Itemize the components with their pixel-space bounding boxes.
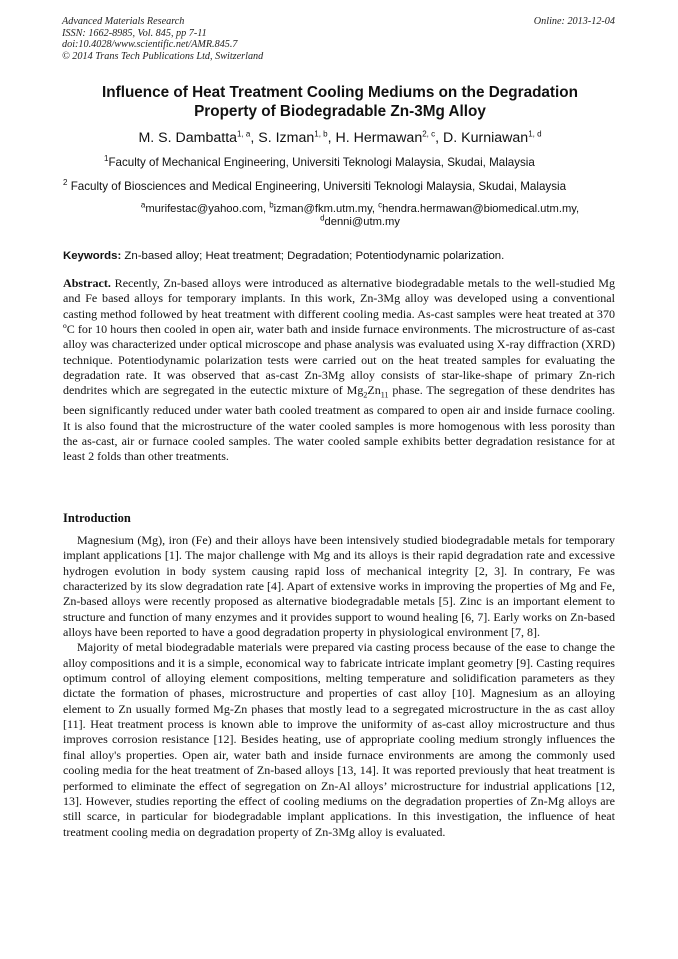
author-sup: 1, d xyxy=(528,129,542,139)
email-sup: a xyxy=(140,200,146,210)
abstract-text: phase. The segregation of these dendrites has been significantly reduced under water bath cooled treatment as compared to open air and inside furnace cooling. It is also found that the microstructure of the water cooled samples is more homogenous with less porosity than the as-cast, air or furnace cooled samples. The water cooled sample exhibits better degradation resistance for at least 2 folds than other treatments. xyxy=(63,383,615,464)
author: M. S. Dambatta xyxy=(138,130,238,146)
paper-title xyxy=(60,83,620,121)
abstract-text: Recently, Zn-based alloys were introduced as alternative biodegradable metals to the well-studied Mg and Fe based alloys for temporary implants. In this work, Zn-3Mg alloy was developed using a conventional casting method followed by heat treatment with different cooling media. As-cast samples were heat treated at 370 ºC for 10 hours then cooled in open air, water bath and inside furnace environments. The microstructure of as-cast alloy was characterized under optical microscope and phase analysis was evaluated using X-ray diffraction (XRD) technique. Potentiodynamic polarization tests were carried out on the heat treated samples for evaluating the degradation rate. It was observed that as-cast Zn-3Mg alloy consists of star-like-shape of primary Zn-rich dendrites which are segregated in the eutectic mixture of Mg xyxy=(63,276,615,398)
paragraph: Magnesium (Mg), iron (Fe) and their alloys have been intensively studied biodegradable metals for temporary implant applications [1]. The major challenge with Mg and its alloys is their rapid degradation rate and excessive hydrogen evolution in body system causing rapid loss of mechanical integrity [2, 3]. In contrary, Fe was characterized by its slow degradation rate [4]. Apart of extensive works in improving the properties of Mg and Fe, Zn-based alloys were recently proposed as alternative biodegradable metals [5]. Zinc is an important element to structure and function of many enzymes and it provides support to wound healing [6, 7]. Early works on Zn-based alloys have been reported to have a good degradation property in physiological environment [7, 8]. xyxy=(63,533,615,640)
affiliation-text: Faculty of Mechanical Engineering, Universiti Teknologi Malaysia, Skudai, Malaysia xyxy=(108,156,535,169)
paragraph: Majority of metal biodegradable materials were prepared via casting process because of the ease to change the alloy compositions and it is a simple, economical way to fabricate intricate implant geometry [9]. Casting requires optimum control of alloying element compositions, melting temperature and solidification parameters as they dictate the formation of phases, microstructure and properties of cast alloy [10]. Magnesium as an alloying element to Zn usually formed Mg-Zn phases that mostly lead to a segregated microstructure in the as cast alloy [11]. Heat treatment process is known able to improve the uniformity of as-cast alloy microstructure and thus improves corrosion resistance [12]. Besides heating, use of appropriate cooling medium strongly influences the final alloy's properties. Open air, water bath and inside furnace environments are among the commonly used cooling media for the heat treatment of Zn-based alloys [13, 14]. It was reported previously that heat treatment is performed to eliminate the effect of segregation on Zn-Al alloys’ microstructure for industrial applications [12, 13]. However, studies reporting the effect of cooling mediums on the degradation properties of Zn-Mg alloys are still scarce, in particular for biodegradable implant applications. In this investigation, the influence of heat treatment cooling media on degradation property of Zn-3Mg alloy is evaluated. xyxy=(63,640,615,839)
affiliation-2 xyxy=(63,180,566,193)
email-b[interactable]: izman@fkm.utm.my, xyxy=(273,203,379,215)
affiliation-sup: 2 xyxy=(63,178,68,188)
email-sup: d xyxy=(320,213,325,223)
email-d[interactable]: denni@utm.my xyxy=(324,216,400,228)
affiliation-1 xyxy=(104,156,535,169)
keywords-text: Zn-based alloy; Heat treatment; Degradation; Potentiodynamic polarization. xyxy=(121,250,505,262)
author: H. Hermawan xyxy=(335,130,423,146)
journal-meta xyxy=(62,16,263,62)
keywords-label: Keywords: xyxy=(63,250,122,262)
author-sep: , xyxy=(435,130,444,146)
author: S. Izman xyxy=(258,130,315,146)
author-sep: , xyxy=(250,130,259,146)
email-sup: b xyxy=(269,200,274,210)
author-sup: 1, b xyxy=(314,129,328,139)
abstract-label: Abstract. xyxy=(63,276,111,290)
title-line-2: Property of Biodegradable Zn-3Mg Alloy xyxy=(194,103,486,120)
author-emails xyxy=(110,200,610,229)
title-line-1: Influence of Heat Treatment Cooling Mediums on the Degradation xyxy=(102,84,578,101)
author: D. Kurniawan xyxy=(443,130,529,146)
doi-line[interactable]: doi:10.4028/www.scientific.net/AMR.845.7 xyxy=(62,39,238,51)
subscript: 11 xyxy=(380,390,389,400)
email-sup: c xyxy=(378,200,383,210)
affiliation-text: Faculty of Biosciences and Medical Engineering, Universiti Teknologi Malaysia, Skudai, Malaysia xyxy=(70,180,567,193)
keywords xyxy=(63,250,618,262)
subscript: 2 xyxy=(363,390,368,400)
online-date: Online: 2013-12-04 xyxy=(533,16,615,27)
author-sup: 1, a xyxy=(237,129,251,139)
issn-line: ISSN: 1662-8985, Vol. 845, pp 7-11 xyxy=(62,27,207,39)
journal-name: Advanced Materials Research xyxy=(62,16,185,27)
author-list xyxy=(40,130,640,146)
email-a[interactable]: murifestac@yahoo.com, xyxy=(145,203,270,215)
affiliation-sup: 1 xyxy=(104,154,109,164)
author-sep: , xyxy=(327,130,336,146)
abstract-text: Zn xyxy=(367,383,381,398)
section-heading: Introduction xyxy=(63,511,131,525)
author-sup: 2, c xyxy=(422,129,436,139)
abstract xyxy=(63,276,615,465)
introduction-body xyxy=(63,533,615,840)
email-c[interactable]: hendra.hermawan@biomedical.utm.my, xyxy=(382,203,580,215)
copyright-line: © 2014 Trans Tech Publications Ltd, Switzerland xyxy=(62,50,264,62)
